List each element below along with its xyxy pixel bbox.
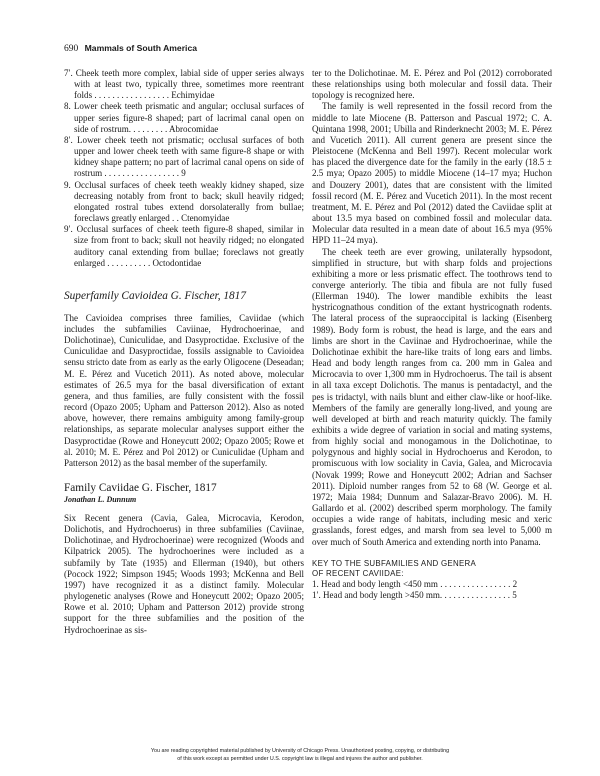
- running-header: [64, 43, 197, 54]
- key-heading-line-1: KEY TO THE SUBFAMILIES AND GENERA: [312, 558, 477, 568]
- right-column: [312, 68, 552, 601]
- body-paragraph-3: The cheek teeth are ever growing, unilaterally hypsodont, simplified in structure, but with sharp folds and projections exhibiting a more or less prismatic effect. The toothrows tend to converge anteriorly. The tibia and fibula are not fully fused (Ellerman 1940). The lower mandible exhibits the least hystricognathous condition of the extant hystricognath rodents. The lateral process of the supraoccipital is lacking (Eisenberg 1989). Body form is robust, the head is large, and the ears and limbs are short in the Caviinae and Hydrochoerinae, while the Dolichotinae exhibit the hare-like traits of long ears and limbs. Head and body length ranges from ca. 200 mm in Galea and Microcavia to over 1,300 mm in Hydrochoerus. The tail is absent in all taxa except Dolichotis. The manus is pentadactyl, and the pes is tridactyl, with nails blunt and either claw-like or hoof-like. Members of the family are generally long-lived, and young are well developed at birth and reach maturity quickly. The family exhibits a wide degree of variation in social and mating systems, from highly social and monogamous in the Dolichotinae, to polygynous and highly social in Hydrochoerus and Kerodon, to promiscuous with low sociality in Cavia, Galea, and Microcavia (Novak 1999; Rowe and Honeycutt 2002; Adrian and Sachser 2011). Diploid number ranges from 52 to 68 (W. George et al. 1972; Maia 1984; Dunnum and Salazar-Bravo 2006). M. H. Gallardo et al. (2002) described sperm morphology. The family occupies a wide range of habitats, including mesic and xeric grasslands, forest edges, and marsh from sea level to 5,000 m over much of South America and extending north into Panama.: [312, 246, 552, 547]
- superfamily-paragraph: The Cavioidea comprises three families, Caviidae (which includes the subfamilies Caviinae, Hydrochoerinae, and Dolichotinae), Cuniculidae, and Dasyproctidae. Exclusive of the Cuniculidae and Dasyproctidae, fossils assignable to Cavioidea sensu stricto date from as early as the early Oligocene (Deseadan; M. E. Pérez and Vucetich 2011). As noted above, molecular estimates of 26.5 mya for the basal diversification of extant genera, and thus families, are fully consistent with the fossil record (Opazo 2005; Upham and Patterson 2012). Also as noted above, however, there remains ambiguity among family-group relationships, as separate molecular analyses support either the Dasyproctidae (Rowe and Honeycutt 2002; Opazo 2005; Rowe et al. 2010; M. E. Pérez and Pol 2012) or Cuniculidae (Upham and Patterson 2012) as the basal member of the superfamily.: [64, 312, 304, 468]
- key-couplet-9b: 9′. Occlusal surfaces of cheek teeth figure-8 shaped, similar in size from front to back; skull not heavily ridged; no elongated auditory canal extending from bullae; foreclaws not greatly enlarged . . . . . . . . . . Octodontidae: [64, 224, 304, 268]
- running-title: Mammals of South America: [84, 43, 198, 53]
- key-heading: [312, 559, 552, 579]
- key-item-1: 1. Head and body length <450 mm . . . . . . . . . . . . . . . . 2: [312, 578, 518, 589]
- family-author: Jonathan L. Dunnum: [64, 495, 137, 504]
- key-couplet-9: 9. Occlusal surfaces of cheek teeth weakly kidney shaped, size decreasing notably from front to back; skull heavily ridged; elongated rostral tubes extend dorsolaterally from bullae; foreclaws greatly enlarged . . Ctenomyidae: [64, 179, 304, 224]
- key-couplet-8: 8. Lower cheek teeth prismatic and angular; occlusal surfaces of upper series figure-8 shaped; part of lacrimal canal open on side of rostrum. . . . . . . . . Abrocomidae: [64, 101, 304, 134]
- left-column: [64, 68, 304, 636]
- key-couplet-7b: 7′. Cheek teeth more complex, labial side of upper series always with at least two, typically three, sometimes more reentrant folds . . . . . . . . . . . . . . . . . Echimyidae: [64, 68, 304, 101]
- copyright-notice: [0, 748, 600, 763]
- body-paragraph-1: ter to the Dolichotinae. M. E. Pérez and Pol (2012) corroborated these relationships using both molecular and fossil data. Their topology is recognized here.: [312, 68, 552, 101]
- copyright-line-1: You are reading copyrighted material published by University of Chicago Press. Unauthorized posting, copying, or distributing: [150, 748, 450, 754]
- superfamily-heading: Superfamily Cavioidea G. Fischer, 1817: [64, 289, 246, 302]
- family-heading: Family Caviidae G. Fischer, 1817: [64, 482, 217, 494]
- key-couplet-8b: 8′. Lower cheek teeth not prismatic; occlusal surfaces of both upper and lower cheek teeth with same figure-8 shape or with kidney shape pattern; no part of lacrimal canal opens on side of rostrum . . . . . . . . . . . . . . . . . 9: [64, 134, 304, 179]
- page-number: 690: [64, 44, 79, 54]
- family-paragraph: Six Recent genera (Cavia, Galea, Microcavia, Kerodon, Dolichotis, and Hydrochoerus) in three subfamilies (Caviinae, Dolichotinae, and Hydrochoerinae) were recognized (Woods and Kilpatrick 2005). The hydrochoerines were included as a subfamily by Tate (1935) and Ellerman (1940), but others (Pocock 1922; Simpson 1945; Woods 1993; McKenna and Bell 1997) have recognized it as a distinct family. Molecular phylogenetic analyses (Rowe and Honeycutt 2002; Opazo 2005; Rowe et al. 2010; Upham and Patterson 2012) provide strong support for the three subfamilies and the position of the Hydrochoerinae as sis-: [64, 513, 304, 635]
- copyright-line-2: of this work except as permitted under U.S. copyright law is illegal and injures the author and publisher.: [177, 755, 423, 762]
- key-item-1b: 1′. Head and body length >450 mm. . . . . . . . . . . . . . . . 5: [312, 589, 517, 600]
- key-heading-line-2: OF RECENT CAVIIDAE:: [312, 568, 404, 578]
- body-paragraph-2: The family is well represented in the fossil record from the middle to late Miocene (B. Patterson and Pascual 1972; C. A. Quintana 1998, 2001; Ubilla and Rinderknecht 2003; M. E. Pérez and Vucetich 2011). All current genera are present since the Pleistocene (McKenna and Bell 1997). Recent molecular work has placed the divergence date for the family in the early (18.5 ± 2.5 mya; Opazo 2005) to middle Miocene (14–17 mya; Huchon and Douzery 2001), dates that are consistent with the limited fossil record (M. E. Pérez and Vucetich 2011). In the most recent treatment, M. E. Pérez and Pol (2012) dated the Caviidae split at about 13.5 mya based on combined fossil and molecular data. Molecular data resulted in a mean date of about 16.5 mya (95% HPD 11–24 mya).: [312, 101, 552, 246]
